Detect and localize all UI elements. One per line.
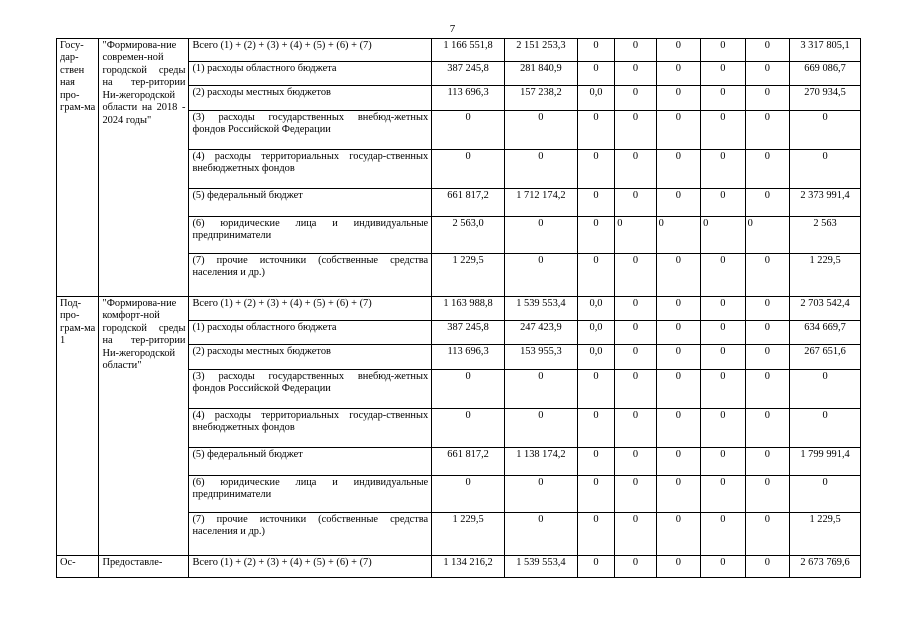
value-cell-v4: 0: [615, 321, 656, 345]
funding-table-body: [57, 39, 861, 578]
value-cell-v2: 0: [504, 409, 577, 448]
funding-source-cell: (5) федеральный бюджет: [189, 448, 432, 476]
program-name-cell: "Формирова-ние современ-ной городской среды на тер-ритории Ни-жегородской области на 2018 - 2024 годы": [99, 39, 189, 297]
value-cell-v2: 153 955,3: [504, 345, 577, 370]
value-cell-v2: 2 151 253,3: [504, 39, 577, 62]
value-cell-v2: 0: [504, 370, 577, 409]
value-cell-v5: 0: [656, 409, 700, 448]
value-cell-v2: 0: [504, 111, 577, 150]
value-cell-v4: 0: [615, 111, 656, 150]
value-cell-v5: 0: [656, 476, 700, 513]
value-cell-v3: 0: [577, 448, 614, 476]
value-cell-v1: 1 229,5: [432, 513, 505, 556]
value-cell-v6: 0: [701, 189, 745, 217]
program-name-cell: "Формирова-ние комфорт-ной городской среды на тер-ритории Ни-жегородской области": [99, 297, 189, 556]
total-cell: 2 373 991,4: [790, 189, 861, 217]
value-cell-v2: 1 712 174,2: [504, 189, 577, 217]
value-cell-v2: 0: [504, 150, 577, 189]
total-cell: 0: [790, 150, 861, 189]
total-cell: 1 229,5: [790, 513, 861, 556]
value-cell-v2: 1 138 174,2: [504, 448, 577, 476]
value-cell-v5: 0: [656, 254, 700, 297]
value-cell-v6: 0: [701, 476, 745, 513]
value-cell-v7: 0: [745, 556, 789, 578]
value-cell-v3: 0: [577, 254, 614, 297]
value-cell-v3: 0,0: [577, 321, 614, 345]
value-cell-v7: 0: [745, 345, 789, 370]
funding-source-cell: Всего (1) + (2) + (3) + (4) + (5) + (6) + (7): [189, 39, 432, 62]
value-cell-v3: 0: [577, 189, 614, 217]
value-cell-v1: 661 817,2: [432, 189, 505, 217]
value-cell-v1: 1 163 988,8: [432, 297, 505, 321]
value-cell-v3: 0,0: [577, 345, 614, 370]
funding-source-cell: (6) юридические лица и индивидуальные предприниматели: [189, 476, 432, 513]
value-cell-v1: 661 817,2: [432, 448, 505, 476]
total-cell: 270 934,5: [790, 86, 861, 111]
funding-source-cell: (2) расходы местных бюджетов: [189, 86, 432, 111]
value-cell-v7: 0: [745, 409, 789, 448]
value-cell-v4: 0: [615, 150, 656, 189]
value-cell-v6: 0: [701, 111, 745, 150]
table-row: [57, 297, 861, 321]
value-cell-v7: 0: [745, 62, 789, 86]
value-cell-v6: 0: [701, 62, 745, 86]
funding-source-cell: (7) прочие источники (собственные средства населения и др.): [189, 254, 432, 297]
value-cell-v5: 0: [656, 111, 700, 150]
value-cell-v6: 0: [701, 409, 745, 448]
value-cell-v6: 0: [701, 556, 745, 578]
funding-source-cell: (6) юридические лица и индивидуальные предприниматели: [189, 217, 432, 254]
total-cell: 2 563: [790, 217, 861, 254]
value-cell-v6: 0: [701, 321, 745, 345]
value-cell-v6: 0: [701, 448, 745, 476]
value-cell-v5: 0: [656, 370, 700, 409]
value-cell-v5: 0: [656, 217, 700, 254]
value-cell-v1: 387 245,8: [432, 62, 505, 86]
value-cell-v4: 0: [615, 189, 656, 217]
value-cell-v4: 0: [615, 39, 656, 62]
value-cell-v1: 113 696,3: [432, 86, 505, 111]
value-cell-v2: 1 539 553,4: [504, 556, 577, 578]
total-cell: 0: [790, 476, 861, 513]
total-cell: 1 229,5: [790, 254, 861, 297]
value-cell-v4: 0: [615, 254, 656, 297]
value-cell-v3: 0: [577, 111, 614, 150]
value-cell-v7: 0: [745, 217, 789, 254]
value-cell-v1: 0: [432, 150, 505, 189]
program-type-cell: Госу-дар-ствен ная про-грам-ма: [57, 39, 99, 297]
value-cell-v3: 0: [577, 409, 614, 448]
value-cell-v5: 0: [656, 86, 700, 111]
value-cell-v4: 0: [615, 345, 656, 370]
value-cell-v3: 0: [577, 39, 614, 62]
value-cell-v4: 0: [615, 448, 656, 476]
value-cell-v5: 0: [656, 556, 700, 578]
value-cell-v6: 0: [701, 513, 745, 556]
value-cell-v3: 0,0: [577, 86, 614, 111]
value-cell-v5: 0: [656, 513, 700, 556]
value-cell-v2: 157 238,2: [504, 86, 577, 111]
funding-source-cell: (5) федеральный бюджет: [189, 189, 432, 217]
funding-source-cell: (7) прочие источники (собственные средства населения и др.): [189, 513, 432, 556]
funding-source-cell: (1) расходы областного бюджета: [189, 62, 432, 86]
value-cell-v7: 0: [745, 321, 789, 345]
value-cell-v7: 0: [745, 189, 789, 217]
value-cell-v5: 0: [656, 39, 700, 62]
value-cell-v3: 0: [577, 556, 614, 578]
value-cell-v2: 0: [504, 217, 577, 254]
program-type-cell: Под-про-грам-ма 1: [57, 297, 99, 556]
value-cell-v7: 0: [745, 86, 789, 111]
value-cell-v6: 0: [701, 86, 745, 111]
value-cell-v1: 1 229,5: [432, 254, 505, 297]
value-cell-v4: 0: [615, 409, 656, 448]
value-cell-v2: 247 423,9: [504, 321, 577, 345]
value-cell-v4: 0: [615, 370, 656, 409]
value-cell-v7: 0: [745, 476, 789, 513]
value-cell-v2: 0: [504, 476, 577, 513]
total-cell: 1 799 991,4: [790, 448, 861, 476]
value-cell-v4: 0: [615, 62, 656, 86]
value-cell-v2: 1 539 553,4: [504, 297, 577, 321]
value-cell-v7: 0: [745, 39, 789, 62]
value-cell-v7: 0: [745, 448, 789, 476]
total-cell: 634 669,7: [790, 321, 861, 345]
total-cell: 2 673 769,6: [790, 556, 861, 578]
value-cell-v1: 0: [432, 409, 505, 448]
table-row: [57, 39, 861, 62]
value-cell-v7: 0: [745, 297, 789, 321]
value-cell-v7: 0: [745, 370, 789, 409]
value-cell-v1: 1 134 216,2: [432, 556, 505, 578]
value-cell-v5: 0: [656, 297, 700, 321]
value-cell-v7: 0: [745, 111, 789, 150]
value-cell-v4: 0: [615, 217, 656, 254]
value-cell-v6: 0: [701, 217, 745, 254]
value-cell-v7: 0: [745, 254, 789, 297]
total-cell: 3 317 805,1: [790, 39, 861, 62]
value-cell-v6: 0: [701, 150, 745, 189]
total-cell: 669 086,7: [790, 62, 861, 86]
value-cell-v1: 0: [432, 370, 505, 409]
value-cell-v6: 0: [701, 370, 745, 409]
value-cell-v5: 0: [656, 62, 700, 86]
value-cell-v1: 2 563,0: [432, 217, 505, 254]
value-cell-v3: 0: [577, 217, 614, 254]
funding-source-cell: (3) расходы государственных внебюд-жетных фондов Российской Федерации: [189, 370, 432, 409]
value-cell-v5: 0: [656, 321, 700, 345]
value-cell-v5: 0: [656, 448, 700, 476]
total-cell: 0: [790, 370, 861, 409]
value-cell-v4: 0: [615, 556, 656, 578]
value-cell-v4: 0: [615, 513, 656, 556]
value-cell-v4: 0: [615, 476, 656, 513]
value-cell-v2: 0: [504, 254, 577, 297]
value-cell-v6: 0: [701, 345, 745, 370]
value-cell-v1: 0: [432, 111, 505, 150]
funding-source-cell: Всего (1) + (2) + (3) + (4) + (5) + (6) + (7): [189, 556, 432, 578]
value-cell-v1: 0: [432, 476, 505, 513]
funding-source-cell: (2) расходы местных бюджетов: [189, 345, 432, 370]
value-cell-v6: 0: [701, 254, 745, 297]
value-cell-v3: 0: [577, 476, 614, 513]
total-cell: 0: [790, 409, 861, 448]
funding-source-cell: (4) расходы территориальных государ-ственных внебюджетных фондов: [189, 150, 432, 189]
total-cell: 267 651,6: [790, 345, 861, 370]
value-cell-v6: 0: [701, 39, 745, 62]
value-cell-v2: 281 840,9: [504, 62, 577, 86]
value-cell-v1: 387 245,8: [432, 321, 505, 345]
funding-source-cell: Всего (1) + (2) + (3) + (4) + (5) + (6) + (7): [189, 297, 432, 321]
value-cell-v4: 0: [615, 86, 656, 111]
value-cell-v3: 0,0: [577, 297, 614, 321]
value-cell-v7: 0: [745, 150, 789, 189]
value-cell-v5: 0: [656, 189, 700, 217]
table-row: [57, 556, 861, 578]
value-cell-v3: 0: [577, 150, 614, 189]
value-cell-v5: 0: [656, 150, 700, 189]
value-cell-v1: 1 166 551,8: [432, 39, 505, 62]
program-type-cell: Ос-: [57, 556, 99, 578]
value-cell-v5: 0: [656, 345, 700, 370]
total-cell: 0: [790, 111, 861, 150]
value-cell-v1: 113 696,3: [432, 345, 505, 370]
funding-source-cell: (1) расходы областного бюджета: [189, 321, 432, 345]
value-cell-v7: 0: [745, 513, 789, 556]
funding-source-cell: (4) расходы территориальных государ-ственных внебюджетных фондов: [189, 409, 432, 448]
value-cell-v3: 0: [577, 513, 614, 556]
funding-table: [56, 38, 861, 578]
program-name-cell: Предоставле-: [99, 556, 189, 578]
funding-source-cell: (3) расходы государственных внебюд-жетных фондов Российской Федерации: [189, 111, 432, 150]
value-cell-v4: 0: [615, 297, 656, 321]
value-cell-v3: 0: [577, 370, 614, 409]
page-number: 7: [449, 23, 456, 35]
value-cell-v2: 0: [504, 513, 577, 556]
value-cell-v6: 0: [701, 297, 745, 321]
value-cell-v3: 0: [577, 62, 614, 86]
total-cell: 2 703 542,4: [790, 297, 861, 321]
